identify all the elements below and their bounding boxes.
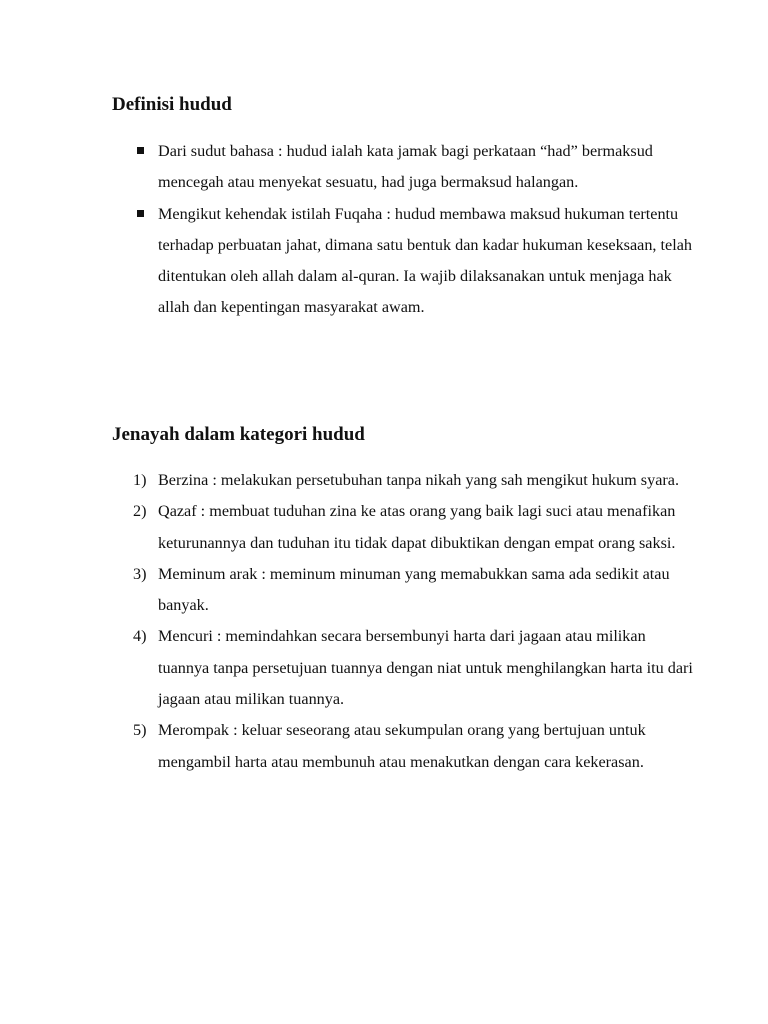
numbered-item bbox=[0, 715, 698, 778]
item-number: 3) bbox=[133, 564, 147, 583]
section-heading-definition: Definisi hudud bbox=[112, 94, 232, 115]
square-bullet-icon bbox=[137, 210, 144, 217]
numbered-item-text: Merompak : keluar seseorang atau sekumpulan orang yang bertujuan untuk mengambil harta atau membunuh atau menakutkan dengan cara kekerasan. bbox=[158, 721, 646, 771]
item-number: 4) bbox=[133, 627, 147, 646]
definition-bullet-list bbox=[0, 136, 698, 324]
section-heading-crimes: Jenayah dalam kategori hudud bbox=[112, 424, 365, 445]
item-number: 1) bbox=[133, 471, 147, 489]
numbered-item bbox=[0, 559, 698, 622]
numbered-item bbox=[0, 496, 698, 559]
numbered-item-text: Qazaf : membuat tuduhan zina ke atas orang yang baik lagi suci atau menafikan keturunannya dan tuduhan itu tidak dapat dibuktikan dengan empat orang saksi. bbox=[158, 502, 676, 552]
numbered-item-text: Berzina : melakukan persetubuhan tanpa nikah yang sah mengikut hukum syara. bbox=[158, 471, 679, 489]
item-number: 5) bbox=[133, 721, 147, 740]
bullet-item bbox=[0, 136, 698, 199]
square-bullet-icon bbox=[137, 147, 144, 154]
item-number: 2) bbox=[133, 502, 147, 521]
numbered-item-text: Meminum arak : meminum minuman yang memabukkan sama ada sedikit atau banyak. bbox=[158, 564, 670, 615]
numbered-item bbox=[0, 621, 698, 715]
numbered-item-text: Mencuri : memindahkan secara bersembunyi harta dari jagaan atau milikan tuannya tanpa persetujuan tuannya dengan niat untuk menghilangkan harta itu dari jagaan atau milikan tuannya. bbox=[158, 627, 693, 709]
bullet-item-text: Dari sudut bahasa : hudud ialah kata jamak bagi perkataan “had” bermaksud mencegah atau menyekat sesuatu, had juga bermaksud halangan. bbox=[158, 142, 653, 192]
bullet-item-text: Mengikut kehendak istilah Fuqaha : hudud membawa maksud hukuman tertentu terhadap perbuatan jahat, dimana satu bentuk dan kadar hukuman keseksaan, telah ditentukan oleh allah dalam al-quran. Ia wajib dilaksanakan untuk menjaga hak allah dan kepentingan masyarakat awam. bbox=[158, 204, 692, 317]
bullet-item bbox=[0, 199, 698, 324]
crimes-numbered-list bbox=[0, 465, 698, 778]
numbered-item bbox=[0, 465, 698, 496]
